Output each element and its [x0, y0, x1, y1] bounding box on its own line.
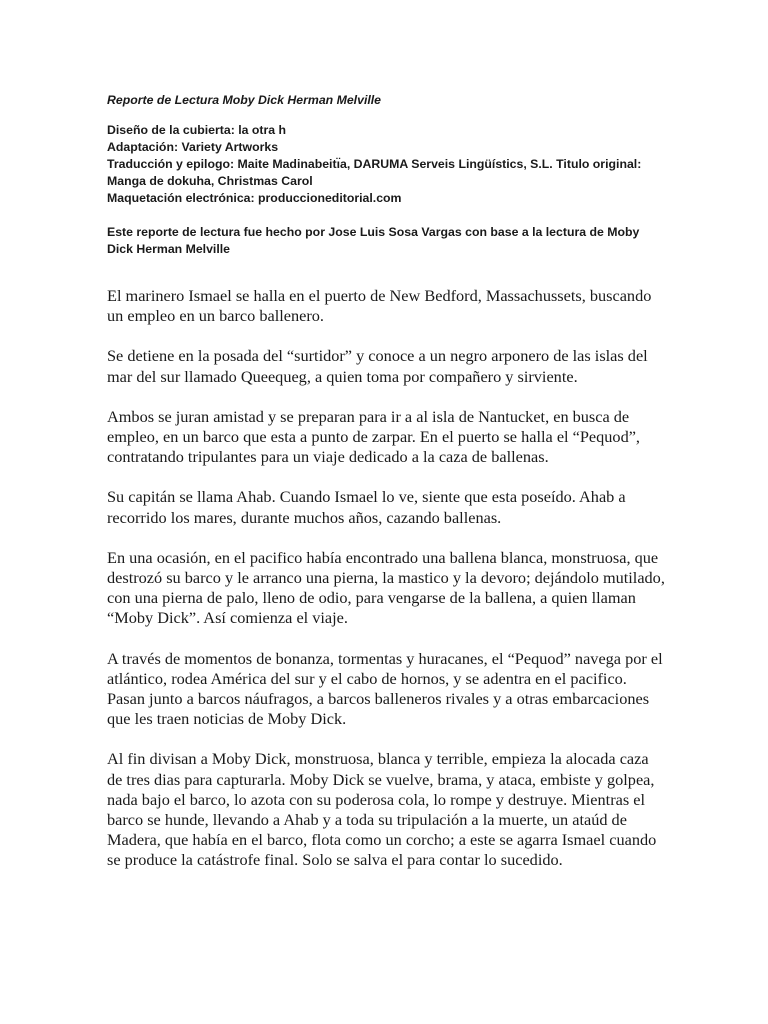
paragraph-6: A través de momentos de bonanza, tormentas y huracanes, el “Pequod” navega por el atlántico, rodea América del sur y el cabo de hornos, y se adentra en el pacifico. Pasan junto a barcos náufragos, a barcos balleneros rivales y a otras embarcaciones que les traen noticias de Moby Dick.	[107, 648, 663, 729]
credit-layout: Maquetación electrónica: produccioneditorial.com	[107, 191, 402, 205]
paragraph-7: Al fin divisan a Moby Dick, monstruosa, blanca y terrible, empieza la alocada caza de tres dias para capturarla. Moby Dick se vuelve, brama, y ataca, embiste y golpea, nada bajo el barco, lo azota con su poderosa cola, lo rompe y destruye. Mientras el barco se hunde, llevando a Ahab y a toda su tripulación a la muerte, un ataúd de Madera, que había en el barco, flota como un corcho; a este se agarra Ismael cuando se produce la catástrofe final. Solo se salva el para contar lo sucedido.	[107, 749, 657, 870]
document-header	[107, 92, 667, 258]
credits-block	[107, 122, 667, 207]
report-body	[107, 286, 667, 871]
intro-note: Este reporte de lectura fue hecho por Jose Luis Sosa Vargas con base a la lectura de Moby Dick Herman Melville	[107, 225, 640, 256]
credit-cover-design: Diseño de la cubierta: la otra h	[107, 123, 287, 137]
paragraph-2: Se detiene en la posada del “surtidor” y conoce a un negro arponero de las islas del mar del sur llamado Queequeg, a quien toma por compañero y sirviente.	[107, 346, 648, 386]
document-page	[107, 92, 667, 891]
credit-translation: Traducción y epilogo: Maite Madinabeitı̈a, DARUMA Serveis Lingüístics, S.L. Titulo original: Manga de dokuha, Christmas Carol	[107, 157, 642, 188]
paragraph-3: Ambos se juran amistad y se preparan para ir a al isla de Nantucket, en busca de empleo, en un barco que esta a punto de zarpar. En el puerto se halla el “Pequod”, contratando tripulantes para un viaje dedicado a la caza de ballenas.	[107, 406, 641, 467]
credit-adaptation: Adaptación: Variety Artworks	[107, 140, 279, 154]
paragraph-4: Su capitán se llama Ahab. Cuando Ismael lo ve, siente que esta poseído. Ahab a recorrido los mares, durante muchos años, cazando ballenas.	[107, 487, 626, 527]
paragraph-5: En una ocasión, en el pacifico había encontrado una ballena blanca, monstruosa, que destrozó su barco y le arranco una pierna, la mastico y la devoro; dejándolo mutilado, con una pierna de palo, lleno de odio, para vengarse de la ballena, a quien llaman “Moby Dick”. Así comienza el viaje.	[107, 547, 665, 628]
paragraph-1: El marinero Ismael se halla en el puerto de New Bedford, Massachussets, buscando un empleo en un barco ballenero.	[107, 286, 652, 326]
document-title: Reporte de Lectura Moby Dick Herman Melville	[107, 93, 382, 107]
